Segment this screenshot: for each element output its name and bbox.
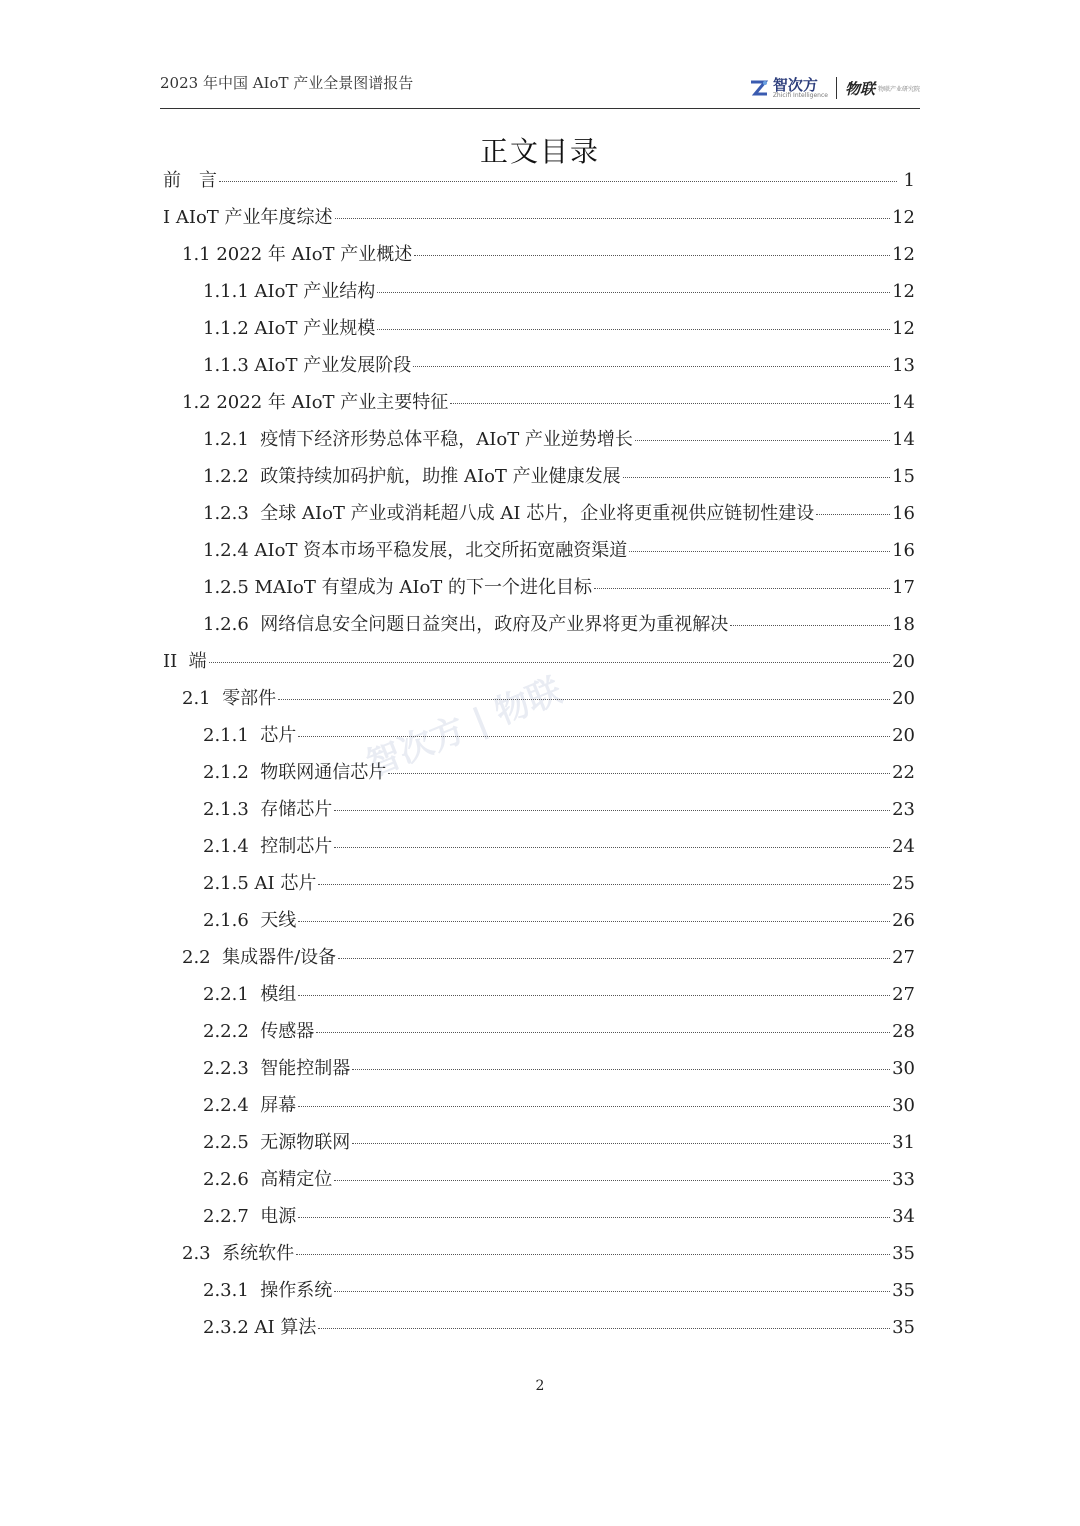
toc-entry[interactable] xyxy=(203,573,915,603)
toc-entry-label: 1.2.2 政策持续加码护航，助推 AIoT 产业健康发展 xyxy=(203,466,621,487)
page-header xyxy=(160,70,920,109)
watermark: 智次方 | 物联 xyxy=(361,670,568,785)
toc-entry-page: 12 xyxy=(892,318,915,339)
toc-entry-label: 2.1.4 控制芯片 xyxy=(203,836,333,857)
toc-entry[interactable] xyxy=(203,721,915,751)
toc-entry-label: 2.1 零部件 xyxy=(182,688,277,709)
toc-leader-dots xyxy=(377,328,890,330)
toc-entry[interactable] xyxy=(182,388,915,418)
toc-entry-page: 18 xyxy=(892,614,915,635)
toc-entry-page: 13 xyxy=(892,355,915,376)
page-number: 2 xyxy=(535,1378,545,1394)
toc-entry[interactable] xyxy=(203,1202,915,1232)
toc-entry[interactable] xyxy=(203,832,915,862)
toc-leader-dots xyxy=(334,809,890,811)
toc-leader-dots xyxy=(414,254,890,256)
toc-entry-page: 14 xyxy=(892,392,915,413)
toc-title: 正文目录 xyxy=(479,135,600,168)
toc-entry-page: 27 xyxy=(892,947,915,968)
toc-entry[interactable] xyxy=(203,462,915,492)
logo-secondary-text: 物联 xyxy=(844,79,875,98)
zhicifang-logo-text xyxy=(772,75,828,99)
toc-entry-page: 23 xyxy=(892,799,915,820)
toc-entry-label: 2.2.2 传感器 xyxy=(203,1021,315,1042)
toc-entry-page: 12 xyxy=(892,244,915,265)
toc-leader-dots xyxy=(334,846,890,848)
toc-leader-dots xyxy=(635,439,890,441)
toc-entry[interactable] xyxy=(203,1128,915,1158)
toc-leader-dots xyxy=(413,365,890,367)
toc-entry-page: 30 xyxy=(892,1095,915,1116)
logo-primary-text: 智次方 xyxy=(772,75,818,94)
toc-entry-label: 1.2.1 疫情下经济形势总体平稳，AIoT 产业逆势增长 xyxy=(203,429,633,450)
toc-leader-dots xyxy=(338,957,890,959)
toc-entry[interactable] xyxy=(203,425,915,455)
toc-entry[interactable] xyxy=(163,647,915,677)
logo-divider xyxy=(836,77,837,99)
toc-leader-dots xyxy=(334,1290,890,1292)
toc-entry-page: 35 xyxy=(892,1243,915,1264)
toc-entry-page: 35 xyxy=(892,1317,915,1338)
toc-leader-dots xyxy=(450,402,890,404)
toc-entry-label: 2.2.1 模组 xyxy=(203,984,297,1005)
toc-entry[interactable] xyxy=(203,1017,915,1047)
toc-entry-label: 1.2 2022 年 AIoT 产业主要特征 xyxy=(182,392,449,413)
toc-entry-page: 17 xyxy=(892,577,915,598)
toc-leader-dots xyxy=(298,1105,890,1107)
toc-entry[interactable] xyxy=(203,795,915,825)
toc-entry[interactable] xyxy=(182,943,915,973)
toc-entry-page: 25 xyxy=(892,873,915,894)
toc-entry-page: 26 xyxy=(892,910,915,931)
toc-leader-dots xyxy=(298,920,890,922)
toc-entry-label: 2.2.4 屏幕 xyxy=(203,1095,297,1116)
toc-entry[interactable] xyxy=(163,166,915,196)
toc-entry[interactable] xyxy=(203,610,915,640)
toc-entry-page: 22 xyxy=(892,762,915,783)
toc-leader-dots xyxy=(298,1216,890,1218)
toc-entry[interactable] xyxy=(203,1165,915,1195)
toc-entry-page: 24 xyxy=(892,836,915,857)
toc-entry-page: 27 xyxy=(892,984,915,1005)
toc-entry-label: 1.1 2022 年 AIoT 产业概述 xyxy=(182,244,413,265)
toc-entry-label: 2.1.3 存储芯片 xyxy=(203,799,333,820)
toc-leader-dots xyxy=(318,883,890,885)
toc-entry-label: 1.1.1 AIoT 产业结构 xyxy=(203,281,376,302)
toc-entry[interactable] xyxy=(203,1091,915,1121)
toc-entry[interactable] xyxy=(203,1054,915,1084)
logo-secondary-subtext: 物联产业研究院 xyxy=(877,85,920,93)
toc-leader-dots xyxy=(298,735,890,737)
toc-leader-dots xyxy=(334,1179,890,1181)
toc-entry-label: 2.1.1 芯片 xyxy=(203,725,297,746)
toc-entry[interactable] xyxy=(182,1239,915,1269)
toc-entry[interactable] xyxy=(203,980,915,1010)
toc-leader-dots xyxy=(816,513,890,515)
logo-primary-subtext: Zhiciﬁ Intelligence xyxy=(772,91,828,99)
toc-entry-page: 20 xyxy=(892,688,915,709)
toc-leader-dots xyxy=(219,180,897,182)
toc-entry[interactable] xyxy=(182,684,915,714)
toc-entry[interactable] xyxy=(163,203,915,233)
toc-entry-label: 2.1.5 AI 芯片 xyxy=(203,873,317,894)
toc-entry-label: II 端 xyxy=(163,651,207,672)
toc-leader-dots xyxy=(377,291,890,293)
toc-entry-page: 12 xyxy=(892,207,915,228)
zhicifang-logo-icon xyxy=(749,78,769,98)
toc-entry-page: 30 xyxy=(892,1058,915,1079)
toc-entry[interactable] xyxy=(203,869,915,899)
toc-entry-label: 1.1.2 AIoT 产业规模 xyxy=(203,318,376,339)
toc-entry-label: 1.2.6 网络信息安全问题日益突出，政府及产业界将更为重视解决 xyxy=(203,614,729,635)
toc-entry[interactable] xyxy=(203,1276,915,1306)
toc-entry-page: 12 xyxy=(892,281,915,302)
toc-entry-label: 1.2.3 全球 AIoT 产业或消耗超八成 AI 芯片，企业将更重视供应链韧性建设 xyxy=(203,503,815,524)
toc-entry-label: 2.1.2 物联网通信芯片 xyxy=(203,762,387,783)
toc-entry-page: 16 xyxy=(892,540,915,561)
toc-leader-dots xyxy=(209,661,890,663)
toc-entry-label: 1.1.3 AIoT 产业发展阶段 xyxy=(203,355,412,376)
toc-entry-label: 2.2.5 无源物联网 xyxy=(203,1132,351,1153)
toc-leader-dots xyxy=(316,1031,890,1033)
report-title: 2023 年中国 AIoT 产业全景图谱报告 xyxy=(160,74,414,92)
toc-entry-label: 1.2.5 MAIoT 有望成为 AIoT 的下一个进化目标 xyxy=(203,577,593,598)
toc-leader-dots xyxy=(278,698,890,700)
toc-entry-page: 1 xyxy=(903,170,915,191)
toc-leader-dots xyxy=(594,587,890,589)
toc-entry-page: 34 xyxy=(892,1206,915,1227)
toc-entry-label: 2.2.6 高精定位 xyxy=(203,1169,333,1190)
toc-entry[interactable] xyxy=(203,906,915,936)
toc-leader-dots xyxy=(388,772,890,774)
toc-entry-page: 20 xyxy=(892,725,915,746)
toc-entry[interactable] xyxy=(203,536,915,566)
toc-leader-dots xyxy=(352,1068,890,1070)
toc-leader-dots xyxy=(296,1253,890,1255)
toc-entry-label: 2.3.1 操作系统 xyxy=(203,1280,333,1301)
toc-leader-dots xyxy=(623,476,890,478)
toc-entry[interactable] xyxy=(182,240,915,270)
logo-group xyxy=(749,74,920,102)
toc-leader-dots xyxy=(335,217,891,219)
toc-entry[interactable] xyxy=(203,351,915,381)
toc-leader-dots xyxy=(629,550,890,552)
toc-entry-page: 31 xyxy=(892,1132,915,1153)
toc-entry-label: 2.2.3 智能控制器 xyxy=(203,1058,351,1079)
toc-leader-dots xyxy=(318,1327,890,1329)
toc-entry-label: I AIoT 产业年度综述 xyxy=(163,207,333,228)
toc-entry-page: 33 xyxy=(892,1169,915,1190)
toc-entry-label: 2.1.6 天线 xyxy=(203,910,297,931)
toc-entry[interactable] xyxy=(203,277,915,307)
toc-entry-page: 14 xyxy=(892,429,915,450)
toc-entry-page: 35 xyxy=(892,1280,915,1301)
toc-entry[interactable] xyxy=(203,499,915,529)
toc-entry-page: 16 xyxy=(892,503,915,524)
toc-entry-label: 前 言 xyxy=(163,170,217,191)
toc-entry-page: 28 xyxy=(892,1021,915,1042)
toc-entry-label: 2.3.2 AI 算法 xyxy=(203,1317,317,1338)
toc-entry-page: 15 xyxy=(892,466,915,487)
toc-entry-label: 2.3 系统软件 xyxy=(182,1243,295,1264)
toc-entry-page: 20 xyxy=(892,651,915,672)
toc-entry[interactable] xyxy=(203,314,915,344)
toc-entry[interactable] xyxy=(203,758,915,788)
toc-entry-label: 1.2.4 AIoT 资本市场平稳发展，北交所拓宽融资渠道 xyxy=(203,540,628,561)
toc-leader-dots xyxy=(352,1142,890,1144)
toc-entry-label: 2.2 集成器件/设备 xyxy=(182,947,337,968)
toc-entry-label: 2.2.7 电源 xyxy=(203,1206,297,1227)
toc-leader-dots xyxy=(730,624,890,626)
toc-leader-dots xyxy=(298,994,890,996)
toc-entry[interactable] xyxy=(203,1313,915,1343)
